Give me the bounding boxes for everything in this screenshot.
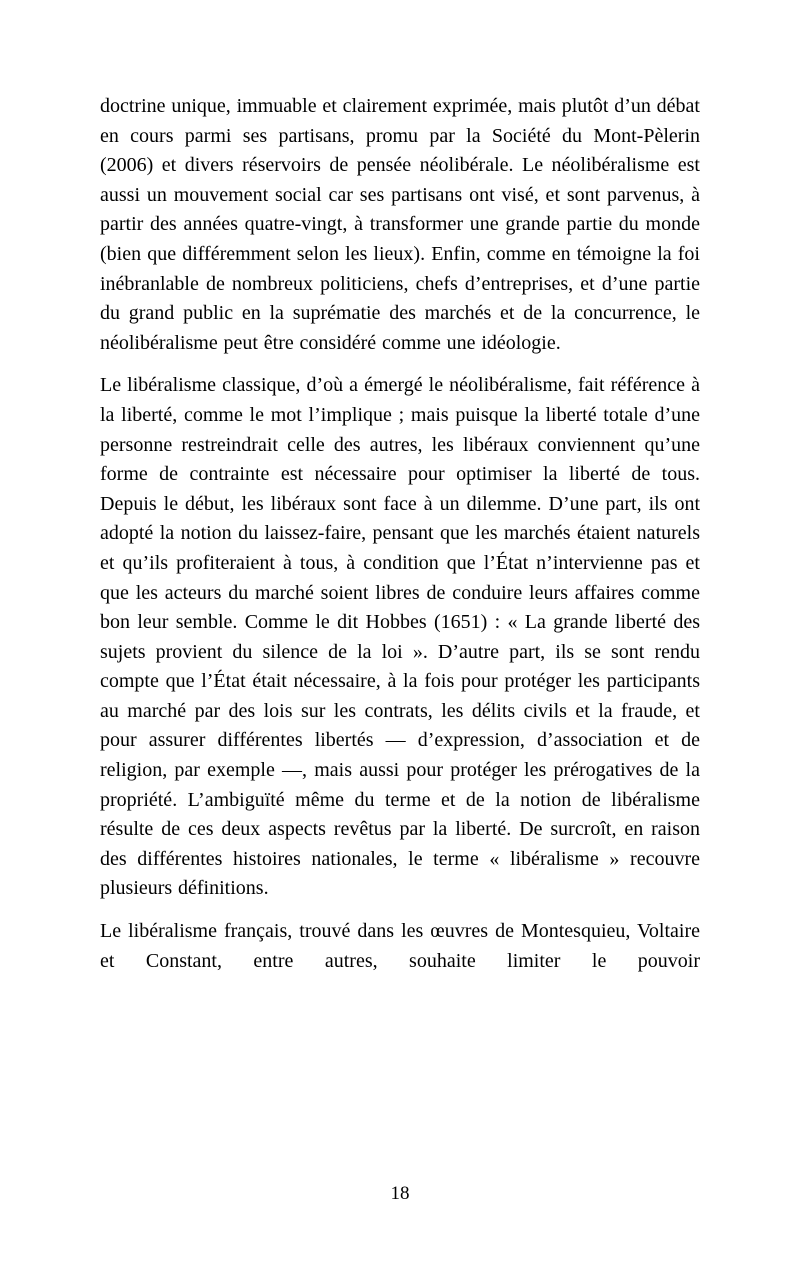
paragraph: Le libéralisme classique, d’où a émergé le néolibéralisme, fait référence à la liberté, comme le mot l’implique ; mais puisque la liberté totale d’une personne restreindrait celle des autres, les libéraux conviennent qu’une forme de contrainte est nécessaire pour optimiser la liberté de tous. Depuis le début, les libéraux sont face à un dilemme. D’une part, ils ont adopté la notion du laissez-faire, pensant que les marchés étaient naturels et qu’ils profiteraient à tous, à condition que l’État n’intervienne pas et que les acteurs du marché soient libres de conduire leurs affaires comme bon leur semble. Comme le dit Hobbes (1651) : « La grande liberté des sujets provient du silence de la loi ». D’autre part, ils se sont rendu compte que l’État était nécessaire, à la fois pour protéger les participants au marché par des lois sur les contrats, les délits civils et la fraude, et pour assurer différentes libertés — d’expression, d’association et de religion, par exemple —, mais aussi pour protéger les prérogatives de la propriété. L’ambiguïté même du terme et de la notion de libéralisme résulte de ces deux aspects revêtus par la liberté. De surcroît, en raison des différentes histoires nationales, le terme « libéralisme » recouvre plusieurs définitions. bbox=[100, 374, 700, 900]
page-body-text bbox=[100, 92, 700, 976]
paragraph: Le libéralisme français, trouvé dans les œuvres de Montesquieu, Voltaire et Constant, entre autres, souhaite limiter le pouvoir bbox=[100, 920, 700, 972]
page-number: 18 bbox=[390, 1183, 410, 1204]
paragraph: doctrine unique, immuable et clairement exprimée, mais plutôt d’un débat en cours parmi ses partisans, promu par la Société du Mont-Pèlerin (2006) et divers réservoirs de pensée néolibérale. Le néolibéralisme est aussi un mouvement social car ses partisans ont visé, et sont parvenus, à partir des années quatre-vingt, à transformer une grande partie du monde (bien que différemment selon les lieux). Enfin, comme en témoigne la foi inébranlable de nombreux politiciens, chefs d’entreprises, et d’une partie du grand public en la suprématie des marchés et de la concurrence, le néolibéralisme peut être considéré comme une idéologie. bbox=[100, 95, 700, 354]
